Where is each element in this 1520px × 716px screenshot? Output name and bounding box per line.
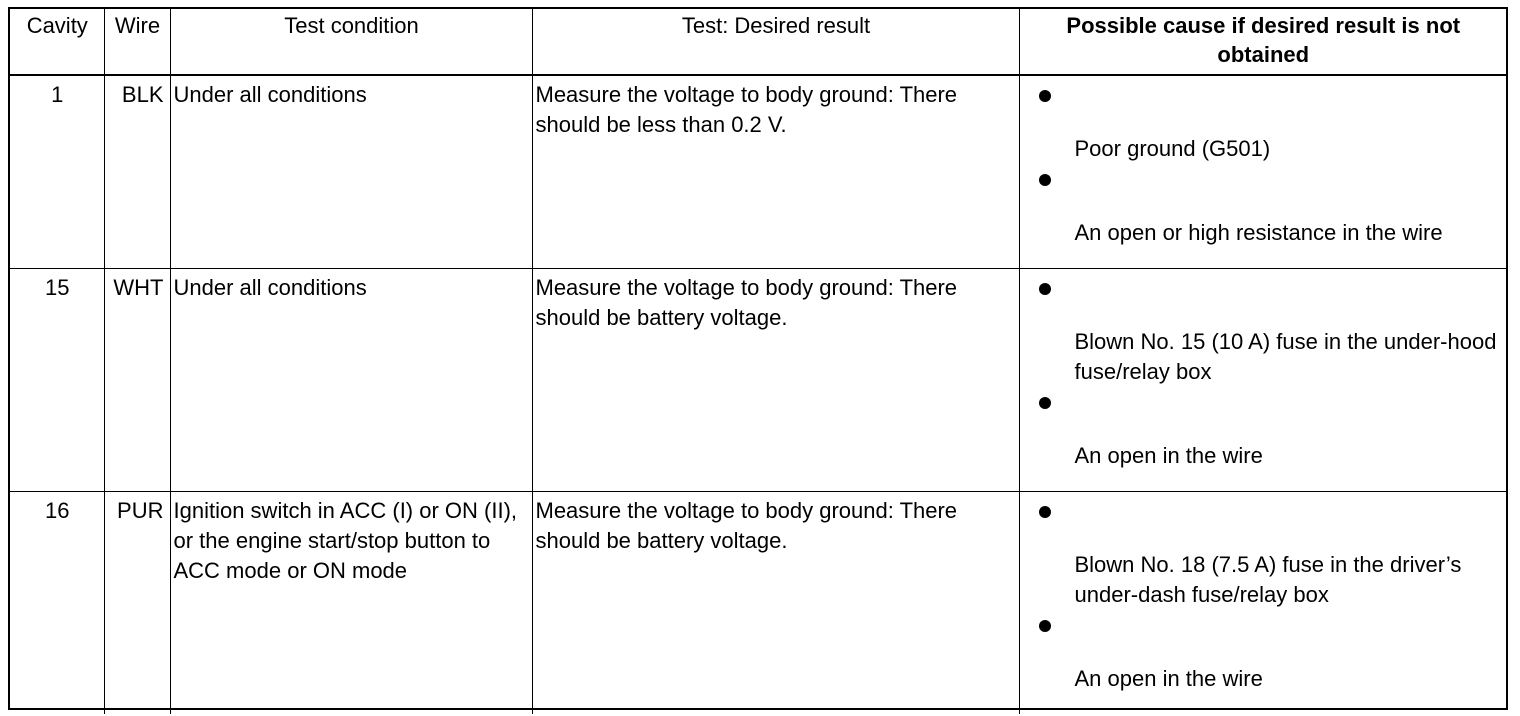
test-condition-cell: Under all conditions [170, 269, 532, 492]
cause-item [1023, 80, 1505, 164]
wire-cell: PUR [104, 492, 170, 715]
cause-item [1023, 610, 1505, 694]
cavity-cell: 1 [10, 75, 104, 269]
possible-cause-cell [1019, 269, 1506, 492]
header-test-condition: Test condition [170, 9, 532, 75]
table-row [10, 269, 1506, 492]
desired-result-cell: Measure the voltage to body ground: There should be battery voltage. [532, 492, 1019, 715]
cavity-cell: 15 [10, 269, 104, 492]
desired-result-cell: Measure the voltage to body ground: There should be battery voltage. [532, 269, 1019, 492]
cause-item [1023, 387, 1505, 471]
cause-text: An open in the wire [1074, 666, 1263, 691]
header-desired-result: Test: Desired result [532, 9, 1019, 75]
bullet-dot-icon [1039, 174, 1051, 186]
table-row [10, 492, 1506, 715]
cause-item [1023, 496, 1505, 610]
bullet-dot-icon [1039, 90, 1051, 102]
wire-cell: BLK [104, 75, 170, 269]
cause-list [1023, 273, 1505, 471]
test-condition-cell: Ignition switch in ACC (I) or ON (II), or the engine start/stop button to ACC mode or ON mode [170, 492, 532, 715]
cause-list [1023, 80, 1505, 248]
table-row [10, 75, 1506, 269]
bullet-dot-icon [1039, 283, 1051, 295]
header-cavity: Cavity [10, 9, 104, 75]
diagnostic-table-frame [8, 7, 1508, 710]
cause-text: Poor ground (G501) [1074, 136, 1271, 161]
cause-text: An open or high resistance in the wire [1074, 220, 1443, 245]
bullet-dot-icon [1039, 397, 1051, 409]
cause-list [1023, 496, 1505, 694]
cause-text: Blown No. 15 (10 A) fuse in the under-hood fuse/relay box [1074, 329, 1497, 384]
cause-item [1023, 164, 1505, 248]
wire-cell: WHT [104, 269, 170, 492]
header-wire: Wire [104, 9, 170, 75]
cause-text: An open in the wire [1074, 443, 1263, 468]
desired-result-cell: Measure the voltage to body ground: There should be less than 0.2 V. [532, 75, 1019, 269]
cavity-cell: 16 [10, 492, 104, 715]
bullet-dot-icon [1039, 506, 1051, 518]
test-condition-cell: Under all conditions [170, 75, 532, 269]
cause-item [1023, 273, 1505, 387]
possible-cause-cell [1019, 492, 1506, 715]
header-row [10, 9, 1506, 75]
possible-cause-cell [1019, 75, 1506, 269]
bullet-dot-icon [1039, 620, 1051, 632]
header-possible-cause: Possible cause if desired result is not obtained [1019, 9, 1506, 75]
connector-test-table [10, 9, 1506, 714]
cause-text: Blown No. 18 (7.5 A) fuse in the driver’s under-dash fuse/relay box [1074, 552, 1462, 607]
